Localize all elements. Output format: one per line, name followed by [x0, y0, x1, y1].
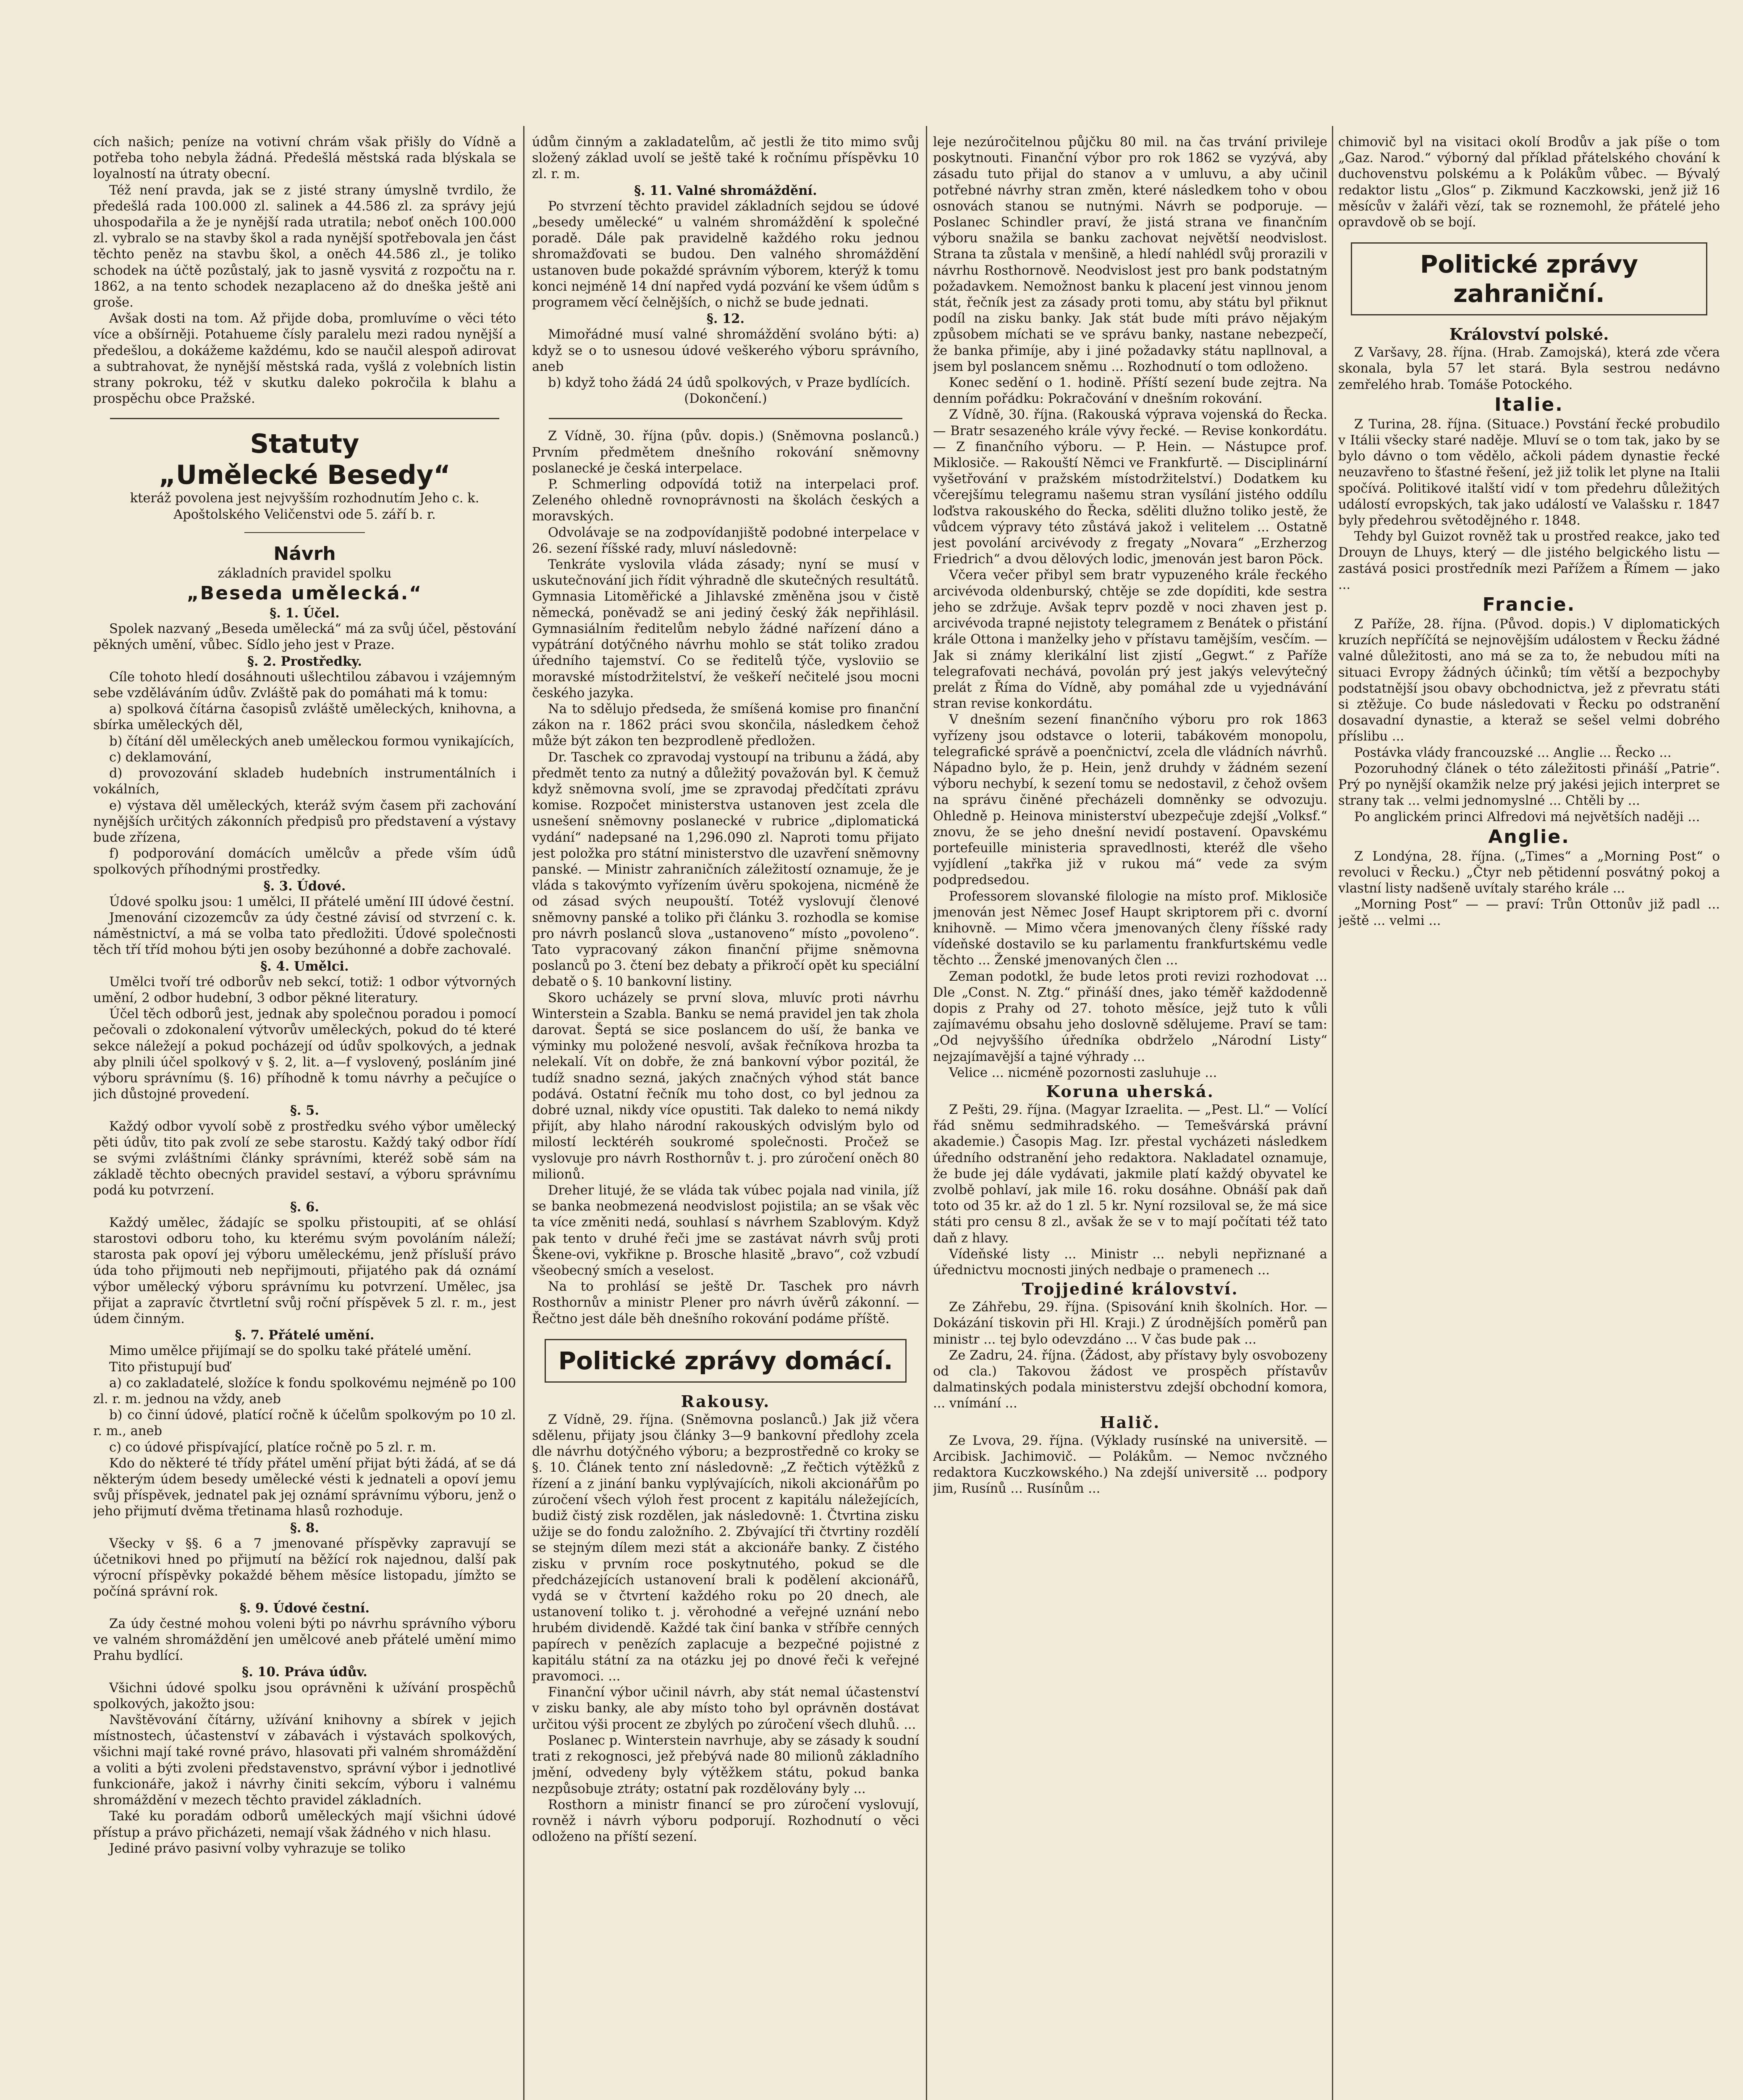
paragraph: Dreher litujé, že se vláda tak vúbec pojala nad vinila, jíž se banka neobmezená neodvislost pojistila; an se však věc ta více změniti nedá, souhlasí s návrhem Szablovým. Když pak tento v druhé řeči jme se zastávat návrh svůj proti Škene-ovi, vykřikne p. Brosche hlasitě „bravo“, což vzbudí všeobecný smích a veselost.	[532, 1183, 919, 1278]
paragraph: Postávka vlády francouzské ... Anglie ... Řecko ...	[1354, 745, 1672, 760]
paragraph: Účel těch odborů jest, jednak aby společnou poradou i pomocí pečovali o zdokonalení výtvorův uměleckých, pokud do té které sekce náležejí a pokud pocházejí od údův spolkových, a jednak aby plnili účel spolkový v §. 2, lit. a—f vyslovený, posláním jiné výboru správnímu (§. 16) příhodně k tomu návrhy a pečujíce o jich důstojné provedení.	[93, 1007, 516, 1102]
paragraph: Konec sedění o 1. hodině. Příští sezení bude zejtra. Na denním pořádku: Pokračování v dnešním rokování.	[933, 375, 1327, 407]
paragraph: Mimo umělce přijímají se do spolku také přátelé umění.	[109, 1344, 472, 1359]
paragraph: §. 5.	[290, 1103, 320, 1118]
paragraph: Ze Lvova, 29. října. (Výklady rusínské na universitě. — Arcibisk. Jachimovič. — Polákům. — Nemoc nvčzného redaktora Kuczkowského.) Na zdejší universitě ... podpory jim, Rusínů ... Rusínům ...	[933, 1433, 1327, 1496]
article-heading: Statuty	[250, 428, 359, 459]
article-heading: Francie.	[1482, 594, 1576, 616]
paragraph: Vídeňské listy ... Ministr ... nebyli nepřiznané a úřednictvu mocnosti jiných nedbaje o pramenech ...	[933, 1247, 1327, 1278]
paragraph: Z Varšavy, 28. října. (Hrab. Zamojská), která zde včera skonala, byla 57 let stará. Byla sestrou nedávno zemřelého hrab. Tomáše Potockého.	[1338, 345, 1720, 392]
paragraph: Všecky v §§. 6 a 7 jmenované příspěvky zapravují se účetnikovi hned po přijmutí na běžící rok najednou, další pak výrocní příspěvky pokaždé během měsíce listopadu, jímžto se počíná správní rok.	[93, 1536, 516, 1599]
column-4	[1338, 134, 1720, 2100]
column-3	[933, 134, 1327, 2100]
paragraph: Ze Záhřebu, 29. října. (Spisování knih školních. Hor. — Dokázání tiskovin při Hl. Kraji.) Z úrodnějších poměrů pan ministr ... tej bylo odevzdáno ... V čas bude pak ...	[933, 1300, 1327, 1347]
paragraph: P. Schmerling odpovídá totiž na interpelaci prof. Zeleného ohledně rovnoprávnosti na školách českých a moravských.	[532, 477, 919, 524]
paragraph: Z Pešti, 29. října. (Magyar Izraelita. — „Pest. Ll.“ — Volící řád sněmu sedmihradského. — Temešvárská právní akademie.) Časopis Mag. Izr. přestal vycházeti následkem úředního odstranění jeho redaktora. Nakladatel oznamuje, že bude jej dále vydávati, jakmile platí každý obyvatel ke zvolbě pohlaví, jak mile 16. roku dosáhne. Obnáší pak daň toto od 35 kr. až do 1 zl. 5 kr. Nyní rozsiloval se, že má sice státi pro censu 8 zl., avšak že se v to mají počítati též tato daň z hlavy.	[933, 1102, 1327, 1246]
paragraph: §. 2. Prostředky.	[247, 654, 362, 669]
paragraph: Také ku poradám odborů uměleckých mají všichni údové přístup a právo přicházeti, nemají však žádného v nich hlasu.	[93, 1809, 516, 1840]
column-2	[532, 134, 919, 2100]
section-rule	[549, 418, 902, 419]
section-title-box: Politické zprávy zahraniční.	[1351, 242, 1707, 315]
paragraph: c) deklamování,	[109, 750, 212, 765]
paragraph: f) podporování domácích umělcův a přede vším údů spolkových příhodnými prostředky.	[93, 846, 516, 877]
paragraph: Kdo do některé té třídy přátel umění přijat býti žádá, ať se dá některým údem besedy umělecké vésti k jednateli a opoví jemu svůj příspěvek, jednatel pak jej oznámí správnímu výboru, jenž o jeho přijmutí dvěma třetinama hlasů rozhoduje.	[93, 1456, 516, 1519]
paragraph: Jediné právo pasivní volby vyhrazuje se toliko	[109, 1841, 406, 1856]
paragraph: §. 8.	[290, 1520, 320, 1536]
paragraph: Každý odbor vyvolí sobě z prostředku svého výbor umělecký pěti údův, tito pak zvolí ze sebe starostu. Každý taký odbor řídí se svými zvláštními články správními, kteréž sobě sám na základě těchto obecných pravidel sestaví, a výboru správnímu podá ku potvrzení.	[93, 1119, 516, 1198]
paragraph: §. 9. Údové čestní.	[239, 1600, 370, 1616]
article-heading: Návrh	[273, 543, 336, 564]
paragraph: (Dokončení.)	[684, 391, 767, 407]
section-rule	[110, 418, 499, 419]
article-heading: Království polské.	[1449, 325, 1609, 344]
paragraph: Poslanec p. Winterstein navrhuje, aby se zásady k soudní trati z rekognosci, jež přebývá nade 80 milionů základního jmění, odvedeny byly výtěžkem státu, pokud banka nezpůsobuje ztráty; ostatní pak rozdělovány byly ...	[532, 1733, 919, 1796]
article-heading: „Beseda umělecká.“	[186, 583, 423, 604]
paragraph: a) co zakladatelé, složíce k fondu spolkovému nejméně po 100 zl. r. m. jednou na vždy, aneb	[93, 1376, 516, 1407]
paragraph: Za údy čestné mohou voleni býti po návrhu správního výboru ve valném shromáždění jen umělcové aneb přátelé umění mimo Prahu bydlící.	[93, 1616, 516, 1664]
paragraph: Včera večer přibyl sem bratr vypuzeného krále řeckého arcivévoda oldenburský, chtěje se zde dopíditi, kde sestra jeho se zdržuje. Avšak teprv pozdě v noci zhaven jest p. arcivévoda trapné nejistoty telegramem z Benátek o přistání krále Ottona i manželky jeho v přístavu tamějším, vesčím. — Jak si známy klerikální list zjistí „Gegwt.“ z Paříže telegrafovati nechává, povolán prý jest jakýs velevýtečný prelát z Říma do Vídně, aby pomáhal zde u vyjednávání stran revise konkordátu.	[933, 568, 1327, 711]
paragraph: d) provozování skladeb hudebních instrumentálních i vokálních,	[93, 766, 516, 797]
paragraph: Z Turina, 28. října. (Situace.) Povstání řecké probudilo v Itálii všecky staré naděje. Mluví se o tom tak, jako by se bylo dávno o tom vědělo, ačkoli pádem dynastie řecké neuzavřeno to šťastné řešení, jež již tolik let plyne na Italii spočívá. Politikové italští vidí v tom předehru důležitých událostí evropských, tak jako událostí ve Valašsku r. 1847 byly předehrou světodějného r. 1848.	[1338, 417, 1720, 528]
paragraph: a) spolková čítárna časopisů zvláště uměleckých, knihovna, a sbírka uměleckých děl,	[93, 702, 516, 733]
paragraph: Z Paříže, 28. října. (Původ. dopis.) V diplomatických kruzích nepříčítá se nejnovějším událostem v Řecku žádné valné důležitosti, ano má se za to, že nebudou míti na situaci Evropy žádných účinků; tím větší a bezpochyby podstatnější jsou obavy obchodnictva, jež z převratu státi si ztěžuje. Co bude následovati v Řecku po odstranění dosavadní dynastie, a kteraž se sešel velmi dobrého příslibu ...	[1338, 617, 1720, 744]
paragraph: Z Vídně, 29. října. (Sněmovna poslanců.) Jak již včera sdělenu, přijaty jsou články 3—9 bankovní předlohy zcela dle návrhu dotýčného výboru; a bezprostředně co kroky se §. 10. Článek tento zní následovně: „Z řečtich výtěžků z řízení a z jinání banku vyplývajících, nikoli akcionářům po zúročení všech výloh řest procent z kapitálu náležejících, budiž čistý zisk rozdělen, jak následovně: 1. Čtvrtina zisku užije se do fondu založního. 2. Zbývající tři čtvrtiny rozdělí se stejným dílem mezi stát a akcionáře banky. Z čistého zisku v prvním roce poskytnutého, pokud se dle předcházejících ustanovení brali k podělení akcionářů, vydá se v čtvrtení každého roku po 20 dnech, ale ustanovení toliko t. j. věrohodné a veřejné uznání nebo hrubém dividendě. Každé tak činí banka v stříbře cenných papírech v penězích zaplacuje a bezpečné pojistné z kapitálu státní za na otázku jej po dnové řeči k veřejné pravomoci. ...	[532, 1412, 919, 1684]
paragraph: Tehdy byl Guizot rovněž tak u prostřed reakce, jako teď Drouyn de Lhuys, který — dle jistého belgického listu — zastává posici prostředník mezi Pařížem a Římem — jako ...	[1338, 529, 1720, 592]
paragraph: §. 12.	[706, 311, 745, 327]
paragraph: „Morning Post“ — — praví: Trůn Ottonův již padl ... ještě ... velmi ...	[1338, 897, 1720, 928]
section-rule	[244, 532, 365, 533]
section-title-box: Politické zprávy domácí.	[545, 1339, 907, 1383]
article-heading: Anglie.	[1488, 826, 1570, 848]
paragraph: b) když toho žádá 24 údů spolkových, v Praze bydlících.	[548, 375, 910, 391]
column-divider	[1332, 126, 1333, 2100]
paragraph: c) co údové přispívající, platíce ročně po 5 zl. r. m.	[109, 1440, 436, 1455]
article-heading: Koruna uherská.	[1046, 1082, 1214, 1101]
paragraph: Spolek nazvaný „Beseda umělecká“ má za svůj účel, pěstování pěkných umění, vůbec. Sídlo jeho jest v Praze.	[93, 622, 516, 653]
paragraph: Finanční výbor učinil návrh, aby stát nemal účastenství v zisku banky, ale aby místo toho byl oprávněn dostávat určitou výši procent ze zbylých po zúročení všech dluhů. ...	[532, 1685, 919, 1732]
paragraph: Mimořádné musí valné shromáždění svoláno býti: a) když se o to usnesou údové veškerého výboru správního, aneb	[532, 327, 919, 374]
paragraph: §. 1. Účel.	[270, 606, 340, 621]
paragraph: leje nezúročitelnou půjčku 80 mil. na čas trvání privileje poskytnouti. Finanční výbor pro rok 1862 se vyzývá, aby zásadu tuto přijal do stanov a v umluvu, a aby učinil potřebné návrhy stran změn, které následkem toho v obou osnovách stanou se nutnými. Návrh se podporuje. — Poslanec Schindler praví, že jistá strana ve finančním výboru snažila se banku zachovat největší neodvislost. Strana ta zůstala v menšině, a hledí nahlédl svůj prorazili v návrhu Rosthornově. Neodvislost jest pro bank podstatným požadavkem. Nemožnost banku k placení jest vinnou jenom stát, řečník jest za zásady proti tomu, aby státu byl přiknut podíl na zisku banky. Jak stát bude míti právo nějakým způsobem míchati se ve správu banky, nastane nebezpečí, že banka přimíje, aby i jiné požadavky státu napllnoval, a jsem byl poslancem sněmu ... Rozhodnutí o tom odloženo.	[933, 135, 1327, 374]
article-heading: Rakousy.	[681, 1391, 771, 1411]
article-heading: Trojjediné království.	[1022, 1279, 1239, 1299]
paragraph: Po anglickém princi Alfredovi má největších naději ...	[1354, 809, 1700, 824]
paragraph: §. 7. Přátelé umění.	[235, 1328, 375, 1343]
paragraph: §. 4. Umělci.	[260, 958, 349, 974]
paragraph: Z Vídně, 30. října (pův. dopis.) (Sněmovna poslanců.) Prvním předmětem dnešního rokování sněmovny poslanecké je česká interpelace.	[532, 429, 919, 476]
column-divider	[926, 126, 927, 2100]
paragraph: Na to sdělujo předseda, že smíšená komise pro finanční zákon na r. 1862 práci svou skončila, následkem čehož může být zákon ten bezprodleně předložen.	[532, 701, 919, 749]
paragraph: chimovič byl na visitaci okolí Brodův a jak píše o tom „Gaz. Narod.“ výborný dal příklad přátelského chování k duchovenstvu polskému a k Polákům vůbec. — Bývalý redaktor listu „Glos“ p. Zikmund Kaczkowski, jenž již 16 měsícův v žaláři vězí, tak se roznemohl, že přátelé jeho opravdově ob se bojí.	[1338, 135, 1720, 230]
paragraph: b) čítání děl uměleckých aneb uměleckou formou vynikajících,	[109, 734, 514, 749]
paragraph: Umělci tvoří tré odborův neb sekcí, totiž: 1 odbor výtvorných umění, 2 odbor hudební, 3 odbor pěkné literatury.	[93, 974, 516, 1005]
paragraph: Též není pravda, jak se z jisté strany úmyslně tvrdilo, že předešlá rada 100.000 zl. salinek a 44.586 zl. za správy jejú uhospodařila a že je nynější rada utratila; neboť oněch 100.000 zl. vybralo se na stavby škol a rada nynější spotřebovala jen část těchto peněz na stavbu škol, a oněch 44.586 zl., je toliko schodek na účtě pozůstalý, jak to jasně vysvitá z rozpočtu na r. 1862, a na tento schodek nezaplaceno až do dneška ještě ani groše.	[93, 183, 516, 310]
paragraph: §. 6.	[290, 1199, 320, 1215]
paragraph: Každý umělec, žádajíc se spolku přistoupiti, ať se ohlásí starostovi odboru toho, ku kterému svým povoláním náleží; starosta pak opoví jej výboru uměleckému, jenž přísluší právo úda toho přijmouti neb nepřijmouti, přijatého pak dá oznámí výbor umělecký výboru správnímu ku potvrzení. Umělec, jsa přijat a zapravíc čtvrtletní svůj roční příspěvek 5 zl. r. m., jest údem činným.	[93, 1215, 516, 1326]
paragraph: §. 3. Údové.	[263, 878, 346, 894]
paragraph: Tito přistupují buď	[109, 1360, 231, 1375]
paragraph: Ze Zadru, 24. října. (Žádost, aby přístavy byly osvobozeny od cla.) Takovou žádost ve prospěch přístavův dalmatinských podala ministerstvu zdejší obchodní komora, ... vnímání ...	[933, 1348, 1327, 1411]
paragraph: Zeman podotkl, že bude letos proti revizi rozhodovat ... Dle „Const. N. Ztg.“ přináší dnes, jako téměř každodenně dopis z Prahy od 27. tohoto měsíce, jejž tuto k vůli zajímavému obsahu jeho doslovně sdělujeme. Praví se tam: „Od nejvyššího úředníka obdrželo „Národní Listy“ nejzajímavější a tajné výhrady ...	[933, 969, 1327, 1064]
paragraph: Údové spolku jsou: 1 umělci, II přátelé umění III údové čestní.	[109, 894, 514, 909]
article-heading: Italie.	[1494, 394, 1564, 415]
article-heading: „Umělecké Besedy“	[159, 459, 451, 491]
column-divider	[523, 126, 524, 2100]
paragraph: §. 10. Práva údův.	[242, 1664, 367, 1680]
paragraph: Tenkráte vyslovila vláda zásady; nyní se musí v uskutečnování jich řídit výhradně dle skutečných resultátů. Gymnasia Litoměřické a Jihlavské změněna jsou v čistě německá, poněvadž se ani jediný český žák nepřihlásil. Gymnasiálním ředitelům nebylo žádné nařízení dáno a vypátrání dotýčného návrhu mohlo se stát toliko zradou úředního tajemství. Co se ředitelů týče, vysloviio se moravské místodržitelství, že veškeří nečitelé jsou mocni českého jazyka.	[532, 557, 919, 701]
paragraph: Odvolávaje se na zodpovídanjiště podobné interpelace v 26. sezení říšské rady, mluví následovně:	[532, 525, 919, 556]
article-heading: Halič.	[1100, 1412, 1161, 1432]
paragraph: základních pravidel spolku	[218, 566, 392, 581]
paragraph: b) co činní údové, platící ročně k účelům spolkovým po 10 zl. r. m., aneb	[93, 1408, 516, 1439]
paragraph: Professorem slovanské filologie na místo prof. Miklosiče jmenován jest Němec Josef Haupt skriptorem při c. dvorní knihovně. — Mimo včera jmenovaných členy říšské rady vídeňské dostavilo se ku parlamentu frankfurtskému vedle těchto ... Ženské jmenovaných člen ...	[933, 889, 1327, 968]
paragraph: Avšak dosti na tom. Až přijde doba, promluvíme o věci této více a obšírněji. Potahueme čísly paralelu mezi radou nynější a předešlou, a dokážeme každému, kdo se naučil alespoň adirovat a subtrahovat, že nynější městská rada, vyšlá z volebních listin strany pokroku, též v skutku daleko pokročila k blahu a prospěchu obce Pražské.	[93, 311, 516, 407]
paragraph: Cíle tohoto hledí dosáhnouti ušlechtilou zábavou i vzájemným sebe vzděláváním údův. Zvláště pak do pomáhati má k tomu:	[93, 669, 516, 701]
paragraph: cích našich; peníze na votivní chrám však přišly do Vídně a potřeba toho nebyla žádná. Předešlá městská rada blýskala se loyalností na útraty obecní.	[93, 135, 516, 182]
paragraph: Všichni údové spolku jsou oprávněni k užívání prospěchů spolkových, jakožto jsou:	[93, 1680, 516, 1712]
paragraph: §. 11. Valné shromáždění.	[634, 183, 817, 198]
paragraph: Navštěvování čítárny, užívání knihovny a sbírek v jejich místnostech, účastenství v zábavách i výstavách spolkových, všichni mají také rovné právo, hlasovati při valném shromáždění a voliti a býti zvoleni představenstvo, správní výbor i jednotlivé funkcionáře, jakož i návrhy činiti sekcím, výboru i valnému shromáždění v mezech těchto pravidel základních.	[93, 1713, 516, 1808]
paragraph: Pozoruhodný článek o této záležitosti přináší „Patrie“. Prý po nynější okamžik nelze prý jakési jejich interpret se strany tak ... velmi jednomyslné ... Chtěli by ...	[1338, 761, 1720, 808]
paragraph: údům činným a zakladatelům, ač jestli že tito mimo svůj složený základ uvolí se ještě také k ročnímu příspěvku 10 zl. r. m.	[532, 135, 919, 182]
paragraph: Po stvrzení těchto pravidel základních sejdou se údové „besedy umělecké“ u valném shromáždění k společné poradě. Dále pak pravidelně každého roku jednou shromažďovati se budou. Den valného shromáždění ustanoven bude pokaždé správním výborem, kterýž k tomu konci nejméně 14 dní napřed vydá pozvání ke všem údům s programem věcí čelnějších, o nichž se bude jednati.	[532, 199, 919, 310]
paragraph: Skoro ucházely se první slova, mluvíc proti návrhu Winterstein a Szabla. Banku se nemá pravidel jen tak zhola darovat. Šeptá se sice poslancem do uší, že banka ve výminky mu položené nesvolí, avšak řečníkova hrozba ta nelekalí. Vít on dobře, že zná bankovní výbor pozitál, že tudíž snadno sezná, jakých značných výhod stát bance podává. Ostatní řečník mu toho dost, co byl jednou za dobré uznal, nikdy více opustiti. Tak daleko to nemá nikdy přijít, aby hlaho národní rakouských odvislým bylo od milostí lecktéréh soukromé společnosti. Pročež se vyslovuje pro návrh Rosthornův t. j. pro zúročení oněch 80 milionů.	[532, 990, 919, 1182]
paragraph: Na to prohlásí se ještě Dr. Taschek pro návrh Rosthornův a ministr Plener pro návrh úvěrů zákonní. — Řečtno jest dále běh dnešního rokování podáme příště.	[532, 1279, 919, 1326]
column-1	[93, 134, 516, 2100]
paragraph: kteráž povolena jest nejvyšším rozhodnutím Jeho c. k. Apoštolského Veličenstvi ode 5. září b. r.	[130, 491, 480, 522]
paragraph: Rosthorn a ministr financí se pro zúročení vyslovují, rovněž i návrh výboru podporují. Rozhodnutí o věci odloženo na příští sezení.	[532, 1797, 919, 1845]
paragraph: Z Londýna, 28. října. („Times“ a „Morning Post“ o revoluci v Řecku.) „Čtyr neb pětidenní posvátný pokoj a vlastní listy nadšeně uvítaly starého krále ...	[1338, 849, 1720, 896]
paragraph: e) výstava děl uměleckých, kteráž svým časem při zachování nynějších určitých zákonních předpisů pro představení a výstavy bude zřízena,	[93, 798, 516, 845]
paragraph: V dnešním sezení finančního výboru pro rok 1863 vyřízeny jsou odstavce o loterii, tabákovém monopolu, telegrafické správě a poenčnictví, zcela dle vládních návrhů. Nápadno bylo, že p. Hein, jenž druhdy v žádném sezení výboru nechybí, k sezení tomu se nedostavil, z čehož ovšem na správu činěné přecházeli domněnky se odvozuju. Ohledně p. Heinova ministerství ubezpečuje zdejší „Volksf.“ znovu, že se jeho dnešní nevidí postavení. Opavskému portefeuille ministeria spravedlnosti, kteréž dle všeho vyjídlení „takřka již v rukou má“ vede za svým podpredsedou.	[933, 712, 1327, 888]
paragraph: Velice ... nicméně pozornosti zasluhuje ...	[949, 1065, 1217, 1080]
paragraph: Z Vídně, 30. října. (Rakouská výprava vojenská do Řecka. — Bratr sesazeného krále vývy řecké. — Revise konkordátu. — Z finančního výboru. — P. Hein. — Nástupce prof. Miklosiče. — Rakouští Němci ve Frankfurtě. — Disciplinární vyšetřování v pražském místodržitelství.) Dodatkem ku včerejšímu telegramu našemu stran vysílání jistého oddílu loďstva rakouského do Řecka, sděliti dlužno toliko jestě, že vůdcem výpravy této zůstává jakož i velitelem ... Ostatně jest povolání arcivévody z fregaty „Novara“ „Erzherzog Friedrich“ a dvou dělových lodic, jmenován jest baron Pöck.	[933, 407, 1327, 567]
paragraph: Dr. Taschek co zpravodaj vystoupí na tribunu a žádá, aby předmět tento za nutný a důležitý považován byl. K čemuž když sněmovna svolí, jme se zpravodaj předčítati zprávu komise. Rozpočet ministerstva ustanoven jest zcela dle usnešení sněmovny poslanecké v rubrice „diplomatická vydání“ nadepsané na 1,296.090 zl. Naproti tomu přijato jest položka pro státní ministerstvo dle uzavření sněmovny panské. — Ministr zahraničních záležitostí oznamuje, že je vláda s takovýmto vyřízením úvěru spokojena, nicméně že od zásad svých neupouští. Totéž vyslovují členové sněmovny panské a toliko při článku 3. rozhodla se komise pro návrh poslanců slova „ustanoveno“ místo „povoleno“. Tato vypracovaný zákon finanční přijme sněmovna poslanců po 3. čtení bez debaty a přikročí opět ku speciální debatě o §. 10 bankovní listiny.	[532, 750, 919, 990]
paragraph: Jmenování cizozemcův za údy čestné závisí od stvrzení c. k. náměstnictví, a má se volba tato předložiti. Údové společnosti těch tří tříd mohou býti jen osoby bezúhonné a dobře zachovalé.	[93, 910, 516, 958]
